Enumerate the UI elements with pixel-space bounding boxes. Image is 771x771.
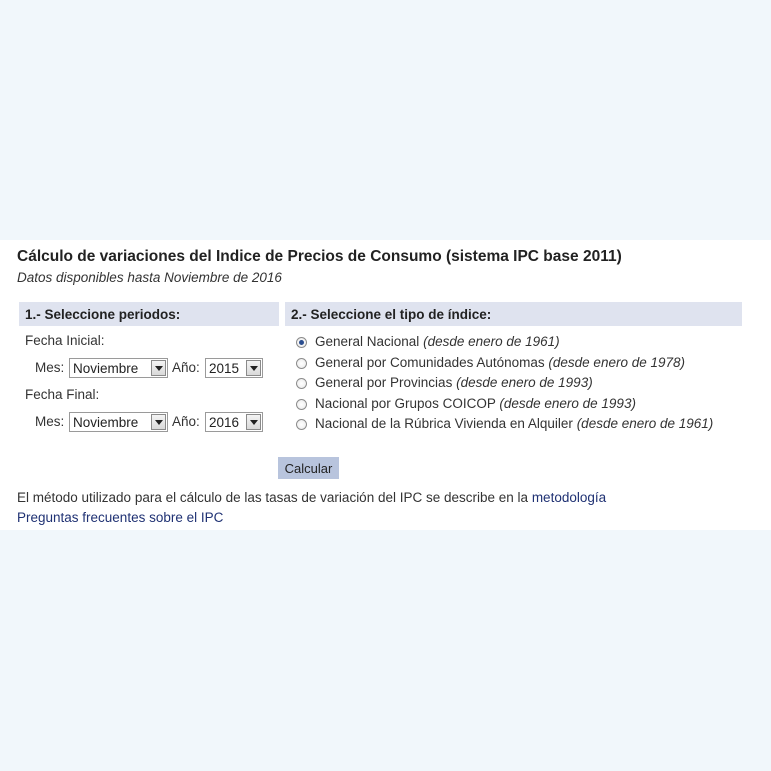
option-date-note: (desde enero de 1978) [548,355,686,370]
chevron-down-icon[interactable] [246,414,261,430]
methodology-note-text: El método utilizado para el cálculo de las tasas de variación del IPC se describe en la [17,490,529,505]
final-year-label: Año: [172,414,200,429]
option-label: Nacional de la Rúbrica Vivienda en Alquiler [315,416,573,431]
chevron-down-icon[interactable] [151,360,166,376]
faq-container [17,510,223,525]
radio-button[interactable] [296,378,307,389]
calculate-button[interactable]: Calcular [278,457,339,479]
radio-button[interactable] [296,419,307,430]
option-label: General por Provincias [315,375,453,390]
final-month-value: Noviembre [73,415,139,430]
final-month-label: Mes: [35,414,65,429]
initial-year-value: 2015 [209,361,240,376]
index-type-section-header: 2.- Seleccione el tipo de índice: [285,302,742,326]
option-label: General por Comunidades Autónomas [315,355,545,370]
initial-month-select[interactable] [69,358,168,378]
ipc-calculator-panel [0,240,771,530]
initial-year-select[interactable] [205,358,263,378]
option-label: General Nacional [315,334,420,349]
methodology-link[interactable]: metodología [531,490,607,505]
radio-button[interactable] [296,399,307,410]
page-title: Cálculo de variaciones del Indice de Precios de Consumo (sistema IPC base 2011) [17,248,622,265]
final-year-value: 2016 [209,415,240,430]
initial-month-label: Mes: [35,360,65,375]
data-availability-subtitle: Datos disponibles hasta Noviembre de 2016 [17,270,282,285]
radio-button[interactable] [296,358,307,369]
methodology-note [17,490,606,505]
final-month-select[interactable] [69,412,168,432]
final-year-select[interactable] [205,412,263,432]
initial-date-label: Fecha Inicial: [25,333,105,348]
option-date-note: (desde enero de 1993) [499,396,636,411]
radio-button-checked[interactable] [296,337,307,348]
option-date-note: (desde enero de 1961) [423,334,560,349]
option-label: Nacional por Grupos COICOP [315,396,496,411]
final-date-label: Fecha Final: [25,387,100,402]
faq-link[interactable]: Preguntas frecuentes sobre el IPC [17,510,224,525]
periods-section-header: 1.- Seleccione periodos: [19,302,279,326]
option-date-note: (desde enero de 1993) [456,375,593,390]
option-date-note: (desde enero de 1961) [576,416,714,431]
chevron-down-icon[interactable] [246,360,261,376]
initial-year-label: Año: [172,360,200,375]
initial-month-value: Noviembre [73,361,139,376]
chevron-down-icon[interactable] [151,414,166,430]
